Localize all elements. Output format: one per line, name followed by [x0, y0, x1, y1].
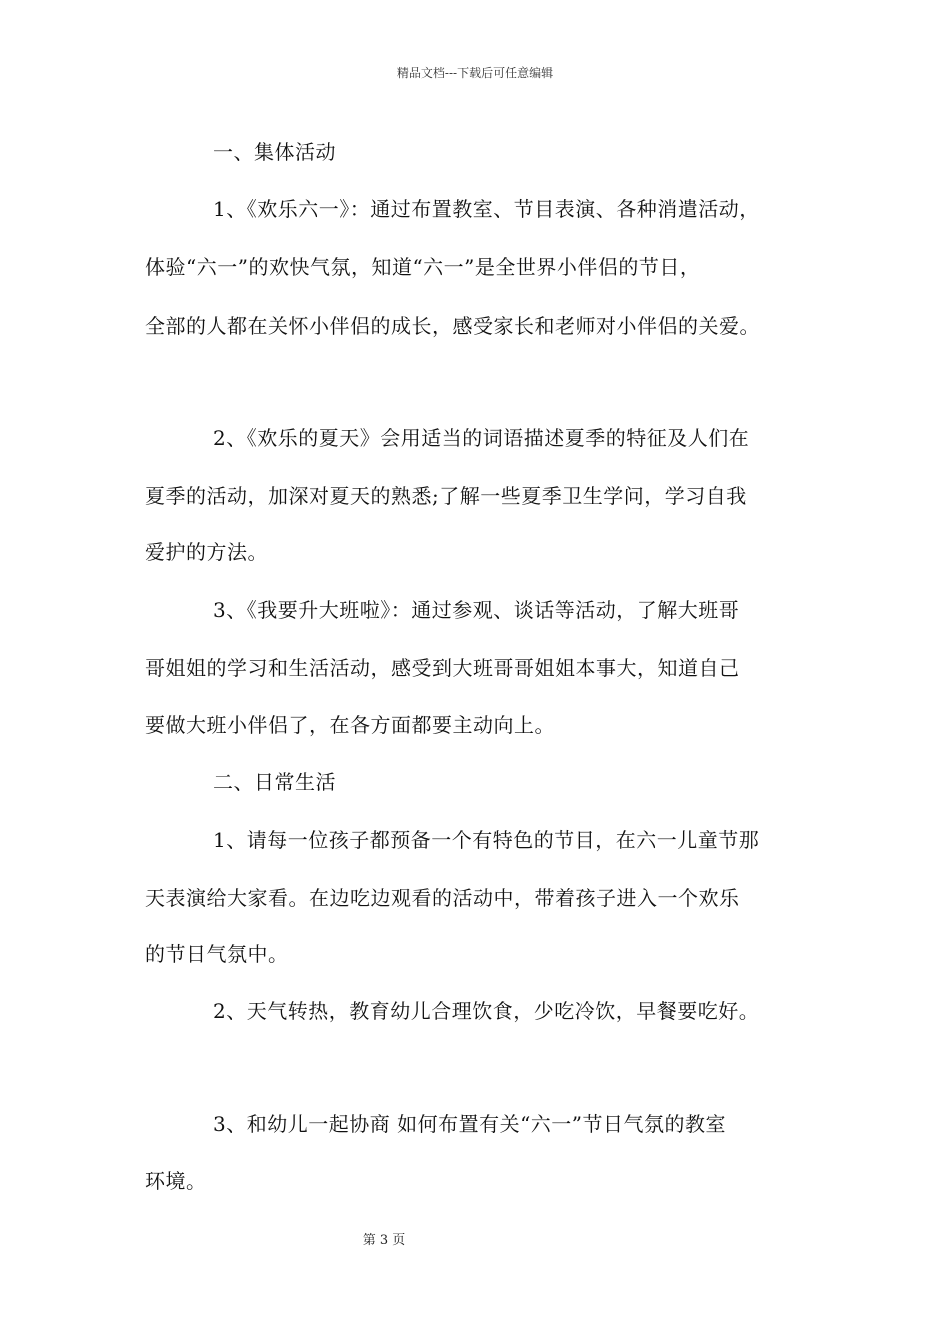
body-line: 3、和幼儿一起协商 如何布置有关“六一”节日气氛的教室 [213, 1112, 727, 1136]
body-line: 爱护的方法。 [145, 540, 268, 564]
body-line: 2、天气转热，教育幼儿合理饮食，少吃冷饮，早餐要吃好。 [213, 999, 760, 1023]
body-line: 1、请每一位孩子都预备一个有特色的节目，在六一儿童节那 [213, 828, 760, 852]
body-line: 全部的人都在关怀小伴侣的成长，感受家长和老师对小伴侣的关爱。 [145, 314, 760, 338]
page-header: 精品文档---下载后可任意编辑 [396, 66, 554, 80]
body-line: 体验“六一”的欢快气氛，知道“六一”是全世界小伴侣的节日， [145, 255, 701, 279]
body-line: 1、《欢乐六一》：通过布置教室、节目表演、各种消遣活动， [213, 197, 760, 221]
body-line: 2、《欢乐的夏天》会用适当的词语描述夏季的特征及人们在 [213, 426, 750, 450]
body-line: 哥姐姐的学习和生活活动，感受到大班哥哥姐姐本事大，知道自己 [145, 656, 740, 680]
body-line: 要做大班小伴侣了，在各方面都要主动向上。 [145, 713, 555, 737]
page-number: 第 3 页 [362, 1233, 406, 1248]
body-line: 3、《我要升大班啦》：通过参观、谈话等活动，了解大班哥 [213, 598, 740, 622]
body-line: 的节日气氛中。 [145, 942, 289, 966]
section-heading-daily-life: 二、日常生活 [213, 770, 336, 794]
body-line: 夏季的活动，加深对夏天的熟悉;了解一些夏季卫生学问，学习自我 [145, 484, 747, 508]
body-line: 环境。 [145, 1169, 207, 1193]
section-heading-collective-activities: 一、集体活动 [213, 140, 336, 164]
body-line: 天表演给大家看。在边吃边观看的活动中，带着孩子进入一个欢乐 [145, 886, 740, 910]
